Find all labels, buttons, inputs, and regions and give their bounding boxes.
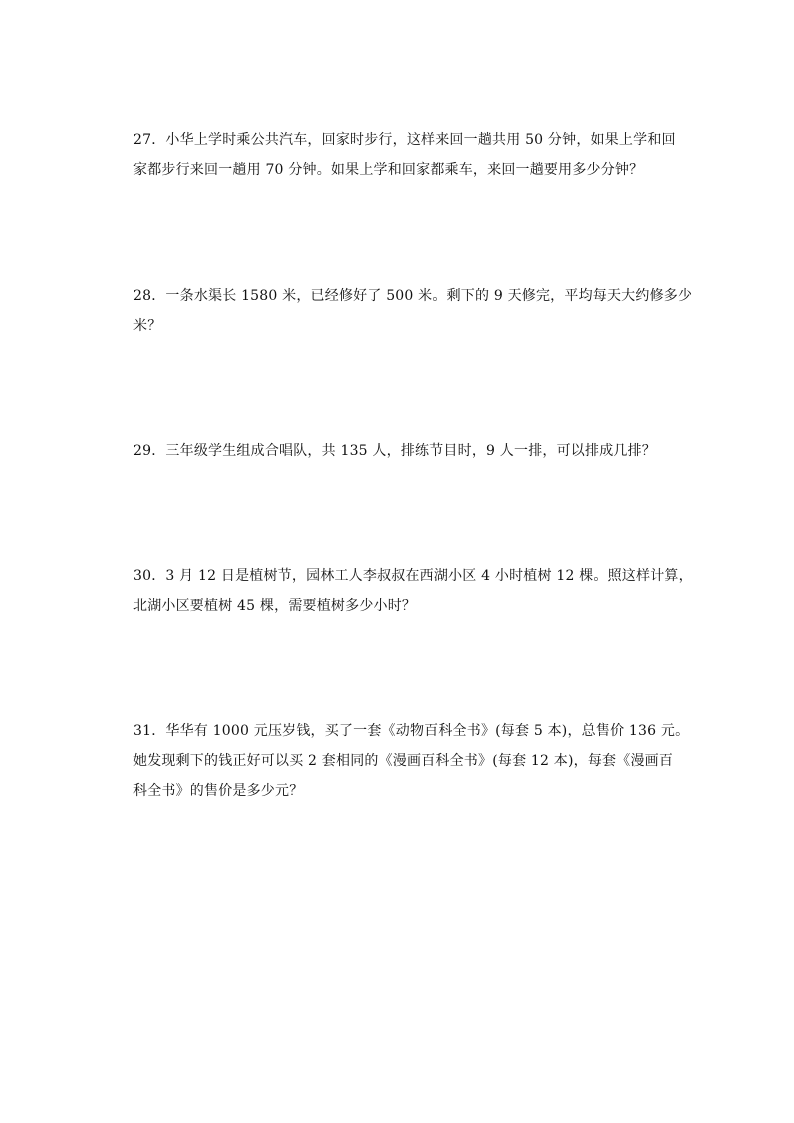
question-28-line-2: 米？ (133, 318, 162, 334)
question-31-line-1: 31．华华有 1000 元压岁钱，买了一套《动物百科全书》(每套 5 本)，总售价 136 元。 (133, 723, 690, 739)
question-31 (133, 716, 690, 806)
question-29 (133, 436, 668, 466)
question-31-line-2: 她发现剩下的钱正好可以买 2 套相同的《漫画百科全书》(每套 12 本)，每套《漫画百 (133, 753, 674, 769)
question-30 (133, 561, 693, 621)
question-29-line-1: 29．三年级学生组成合唱队，共 135 人，排练节目时，9 人一排，可以排成几排？ (133, 443, 656, 459)
question-30-line-2: 北湖小区要植树 45 棵，需要植树多少小时？ (133, 598, 417, 614)
question-27-line-2: 家都步行来回一趟用 70 分钟。如果上学和回家都乘车，来回一趟要用多少分钟？ (133, 162, 644, 178)
question-28 (133, 281, 693, 341)
question-30-line-1: 30．3 月 12 日是植树节，园林工人李叔叔在西湖小区 4 小时植树 12 棵。照这样计算， (133, 568, 693, 584)
question-27-line-1: 27．小华上学时乘公共汽车，回家时步行，这样来回一趟共用 50 分钟，如果上学和回 (133, 132, 676, 148)
question-27 (133, 125, 676, 185)
question-28-line-1: 28．一条水渠长 1580 米，已经修好了 500 米。剩下的 9 天修完，平均每天大约修多少 (133, 288, 693, 304)
question-31-line-3: 科全书》的售价是多少元？ (133, 783, 304, 799)
